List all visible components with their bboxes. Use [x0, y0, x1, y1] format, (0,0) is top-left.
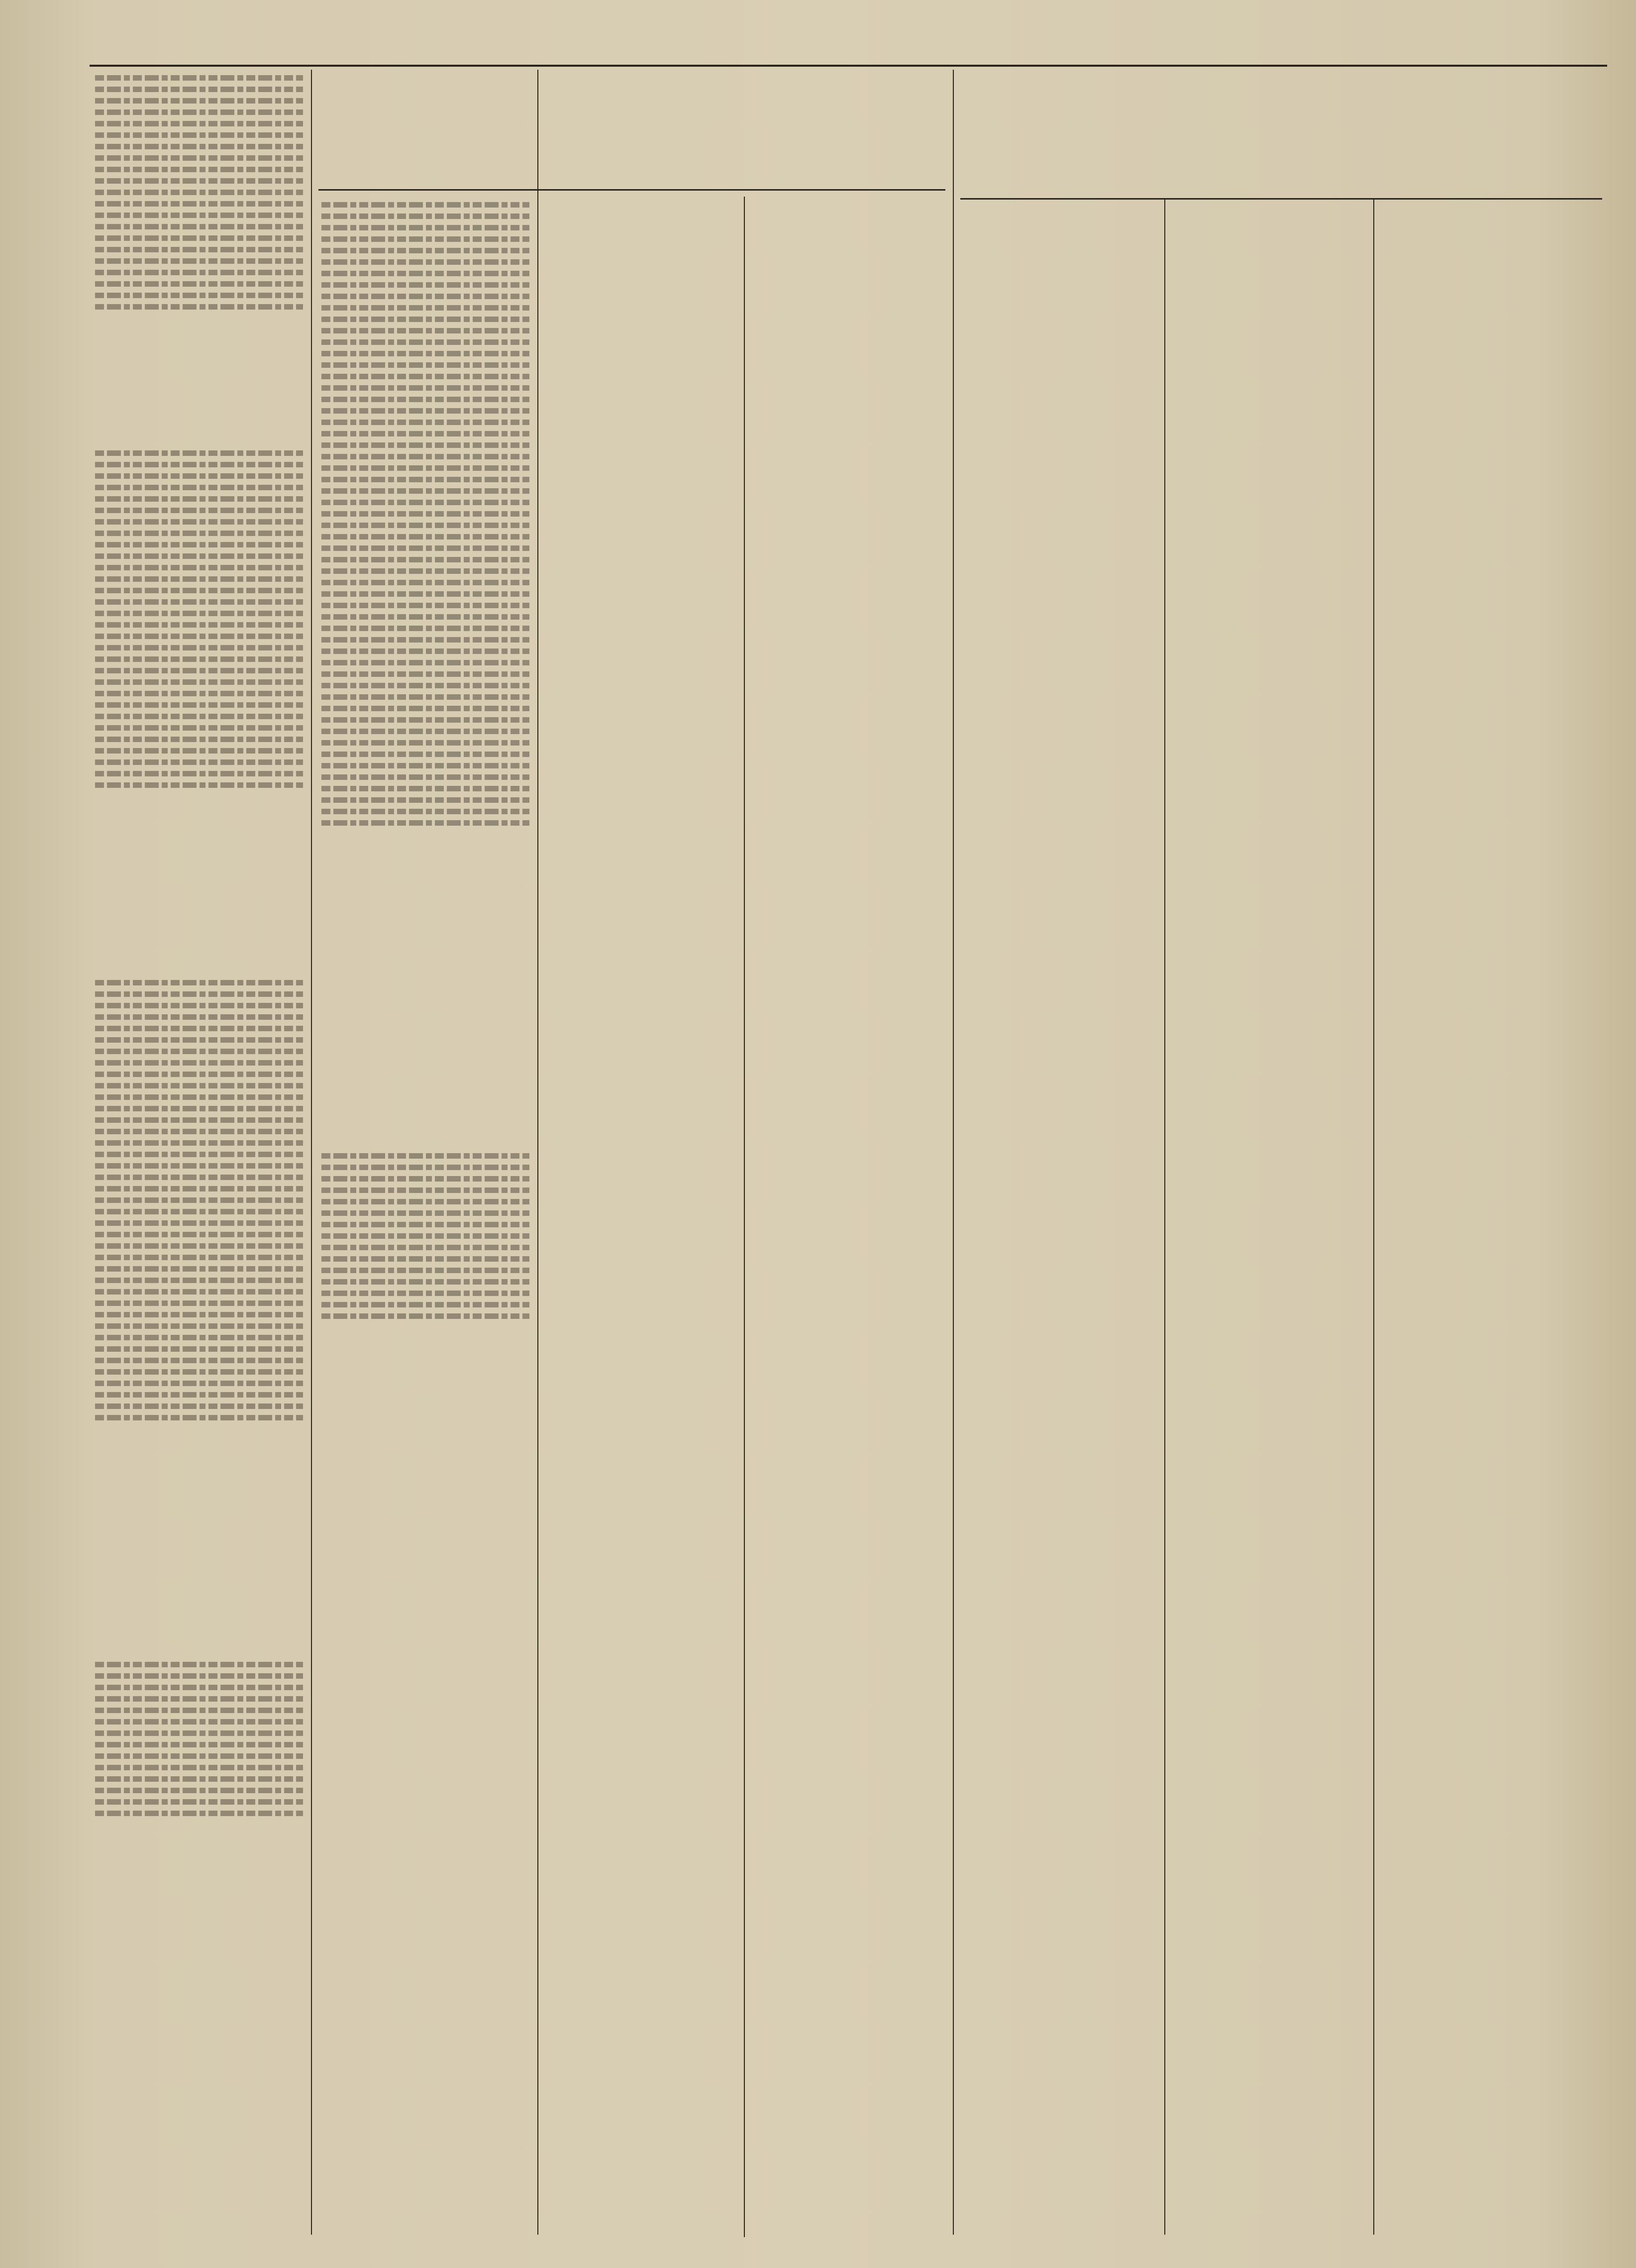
column-2 — [318, 197, 532, 2232]
column-rule — [1164, 199, 1165, 2235]
column-rule — [953, 70, 954, 2235]
top-rule — [90, 65, 1607, 67]
headline-rule — [318, 189, 945, 191]
column-rule — [744, 197, 745, 2237]
column-1 — [92, 70, 306, 2235]
column-rule — [1373, 199, 1374, 2235]
column-rule — [311, 70, 312, 2235]
column-rule — [537, 70, 538, 2235]
headline-rule — [960, 198, 1602, 200]
